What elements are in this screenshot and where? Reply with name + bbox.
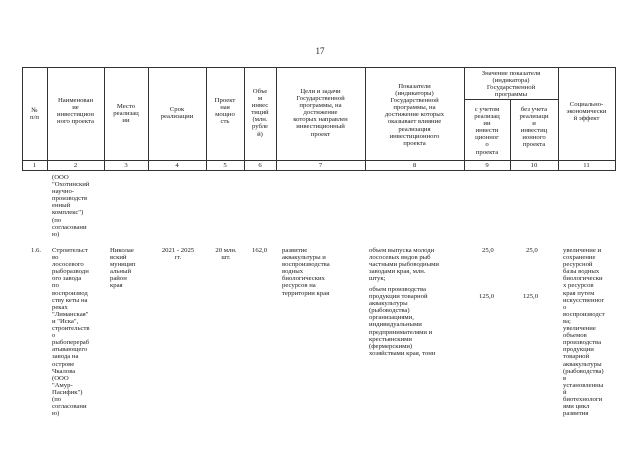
row-indicator-1: объем выпуска молоди лососевых видов рыб частными рыбоводными заводами края, млн. штук; xyxy=(369,247,439,283)
row-value-1-without: 25,0 xyxy=(526,247,538,254)
row-project-name: Строительст во лососевого рыборазводн ого завода по воспроизвод ству кеты на реках "Лиманская" и "Иска", строительств о рыбоперераб атывающего завода на острове Чкалова (ООО "Амур- Пасифик") (по согласовани ю) xyxy=(52,247,90,418)
header-value-without: без учета реализаци и инвестиц ионного проекта xyxy=(519,106,549,149)
header-effect: Социально- экономически й эффект xyxy=(566,101,607,123)
column-number: 8 xyxy=(412,162,417,169)
row-place: Николае вский муницип альный район края xyxy=(110,247,136,290)
row-value-2-with: 125,0 xyxy=(479,293,495,300)
column-number: 1 xyxy=(32,162,37,169)
row-effect: увеличение и сохранение ресурсной базы водных биологически х ресурсов края путем искусственног о воспроизводст ва; увеличение объемов производства продукции товарной аквакультуры (рыбоводства) в установленны й биотехнологи ями цикл развития xyxy=(563,247,605,418)
column-number: 5 xyxy=(223,162,227,169)
column-number: 3 xyxy=(124,162,128,169)
row-value-2-without: 125,0 xyxy=(523,293,539,300)
header-values-group: Значение показателя (индикатора) Государственной программы xyxy=(481,70,541,99)
column-number: 11 xyxy=(583,162,590,169)
header-investment: Объе м инвес тиций (млн. рубле й) xyxy=(251,88,269,138)
column-number: 10 xyxy=(530,162,538,169)
page-number: 17 xyxy=(315,46,325,56)
column-number: 7 xyxy=(318,162,323,169)
column-number: 6 xyxy=(258,162,262,169)
table-number-row-border xyxy=(22,170,615,171)
table-header-border xyxy=(22,160,615,161)
column-number: 4 xyxy=(175,162,179,169)
row-investment: 162,0 xyxy=(252,247,268,254)
row-term: 2021 - 2025 гг. xyxy=(161,247,195,262)
col-line-11 xyxy=(615,67,616,171)
header-indicators: Показатели (индикаторы) Государственной программы, на достижение которых оказывает влияние реализация инвестиционного проекта xyxy=(384,83,445,147)
header-goals: Цели и задачи Государственной программы, на достижение которых направлен инвестиционный проект xyxy=(293,88,348,138)
previous-row-continuation: (ООО "Охотинский научно- производств енный комплекс") (по согласовани ю) xyxy=(52,174,90,238)
header-project-name: Наименован ие инвестицион ного проекта xyxy=(57,97,94,126)
row-indicator-2: объем производства продукции товарной аквакультуры (рыбоводства) организациями, индивидуальными предпринимателями и крестьянскими (фермерскими) хозяйствами края, тонн xyxy=(369,286,436,357)
header-capacity: Проект ная мощно сть xyxy=(214,97,236,126)
row-capacity: 20 млн. шт. xyxy=(215,247,237,262)
table-header-sub-border xyxy=(464,99,558,100)
header-place: Место реализац ии xyxy=(113,103,139,125)
row-number: 1.6. xyxy=(31,247,42,254)
header-value-with: с учетом реализац ии инвести ционног о проекта xyxy=(474,106,500,156)
column-number: 9 xyxy=(485,162,489,169)
row-goals: развитие аквакультуры и воспроизводства водных биологических ресурсов на территории края xyxy=(282,247,330,297)
header-num: № п/п xyxy=(29,107,40,122)
column-number: 2 xyxy=(73,162,78,169)
header-term: Срок реализации xyxy=(160,106,194,121)
row-value-1-with: 25,0 xyxy=(482,247,494,254)
table-top-border xyxy=(22,67,615,68)
